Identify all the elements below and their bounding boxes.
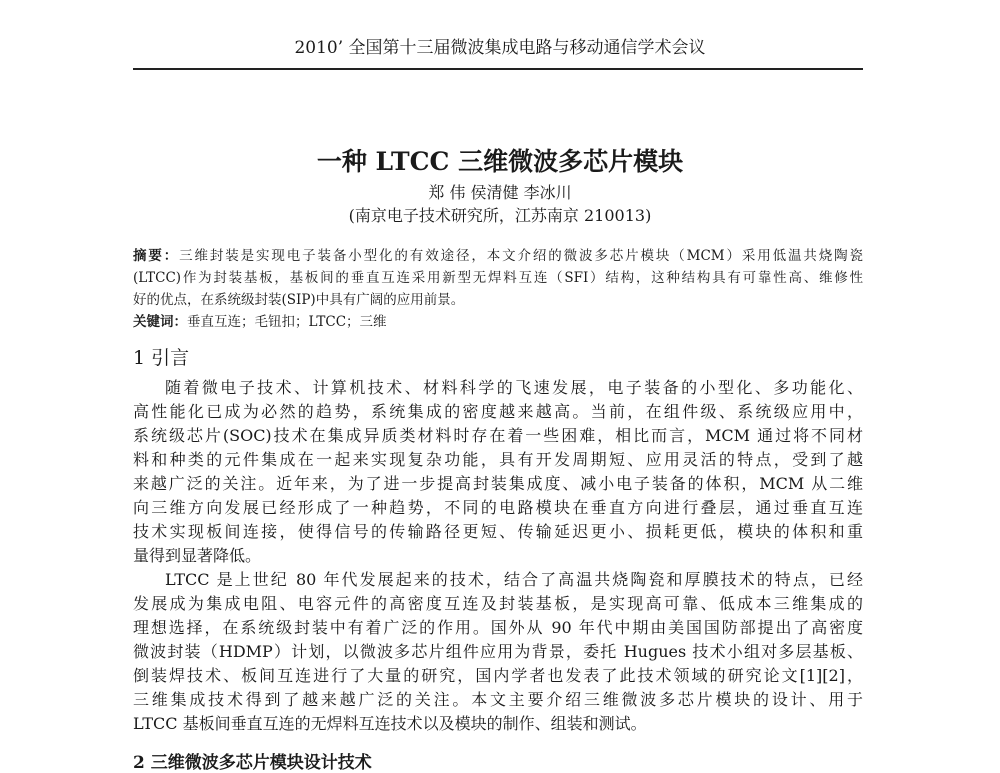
body-text: [133, 376, 863, 736]
paragraph-line: 向三维方向发展已经形成了一种趋势，不同的电路模块在垂直方向进行叠层，通过垂直互连: [133, 498, 863, 517]
abstract: [133, 245, 863, 333]
paragraph-line: LTCC 是上世纪 80 年代发展起来的技术，结合了高温共烧陶瓷和厚膜技术的特点，已经: [165, 570, 863, 589]
paragraph-line: 三维集成技术得到了越来越广泛的关注。本文主要介绍三维微波多芯片模块的设计、用于: [133, 690, 863, 709]
paragraph-line: 微波封装（HDMP）计划，以微波多芯片组件应用为背景，委托 Hugues 技术小组对多层基板、: [133, 642, 863, 661]
keywords-label: 关键词：: [133, 314, 187, 330]
paragraph-line: 量得到显著降低。: [133, 546, 262, 565]
paragraph-line: 料和种类的元件集成在一起来实现复杂功能，具有开发周期短、应用灵活的特点，受到了越: [133, 450, 863, 469]
paragraph-line: 来越广泛的关注。近年来，为了进一步提高封装集成度、减小电子装备的体积，MCM 从二维: [133, 474, 863, 493]
paragraph-line: 系统级芯片(SOC)技术在集成异质类材料时存在着一些困难，相比而言，MCM 通过将不同材: [133, 426, 863, 445]
abstract-line: 好的优点，在系统级封装(SIP)中具有广阔的应用前景。: [133, 292, 465, 308]
header-rule: [133, 68, 863, 70]
paragraph-line: 技术实现板间连接，使得信号的传输路径更短、传输延迟更小、损耗更低，模块的体积和重: [133, 522, 863, 541]
paragraph-line: 高性能化已成为必然的趋势，系统集成的密度越来越高。当前，在组件级、系统级应用中，: [133, 402, 863, 421]
authors: 郑 伟 侯清健 李冰川: [428, 183, 572, 202]
running-header: 2010’ 全国第十三届微波集成电路与移动通信学术会议: [294, 38, 706, 58]
paragraph-line: 随着微电子技术、计算机技术、材料科学的飞速发展，电子装备的小型化、多功能化、: [165, 378, 863, 397]
keywords-text: 垂直互连；毛钮扣；LTCC；三维: [187, 314, 387, 330]
abstract-label: 摘要：: [133, 248, 180, 264]
paragraph-line: 倒装焊技术、板间互连进行了大量的研究，国内学者也发表了此技术领域的研究论文[1][2]，: [133, 666, 863, 685]
paper-title: 一种 LTCC 三维微波多芯片模块: [316, 147, 684, 176]
abstract-line: 三维封装是实现电子装备小型化的有效途径，本文介绍的微波多芯片模块（MCM）采用低温共烧陶瓷: [179, 248, 863, 264]
paragraph-line: 理想选择，在系统级封装中有着广泛的作用。国外从 90 年代中期由美国国防部提出了高密度: [133, 618, 863, 637]
keywords: [133, 311, 863, 333]
section-heading-2: 2 三维微波多芯片模块设计技术: [133, 753, 372, 773]
paragraph-line: 发展成为集成电阻、电容元件的高密度互连及封装基板，是实现高可靠、低成本三维集成的: [133, 594, 863, 613]
section-heading-1: 1 引言: [133, 347, 190, 369]
affiliation: (南京电子技术研究所，江苏南京 210013): [348, 206, 652, 225]
paragraph-line: LTCC 基板间垂直互连的无焊料互连技术以及模块的制作、组装和测试。: [133, 714, 647, 733]
abstract-line: (LTCC)作为封装基板，基板间的垂直互连采用新型无焊料互连（SFI）结构，这种结构具有可靠性高、维修性: [133, 270, 863, 286]
